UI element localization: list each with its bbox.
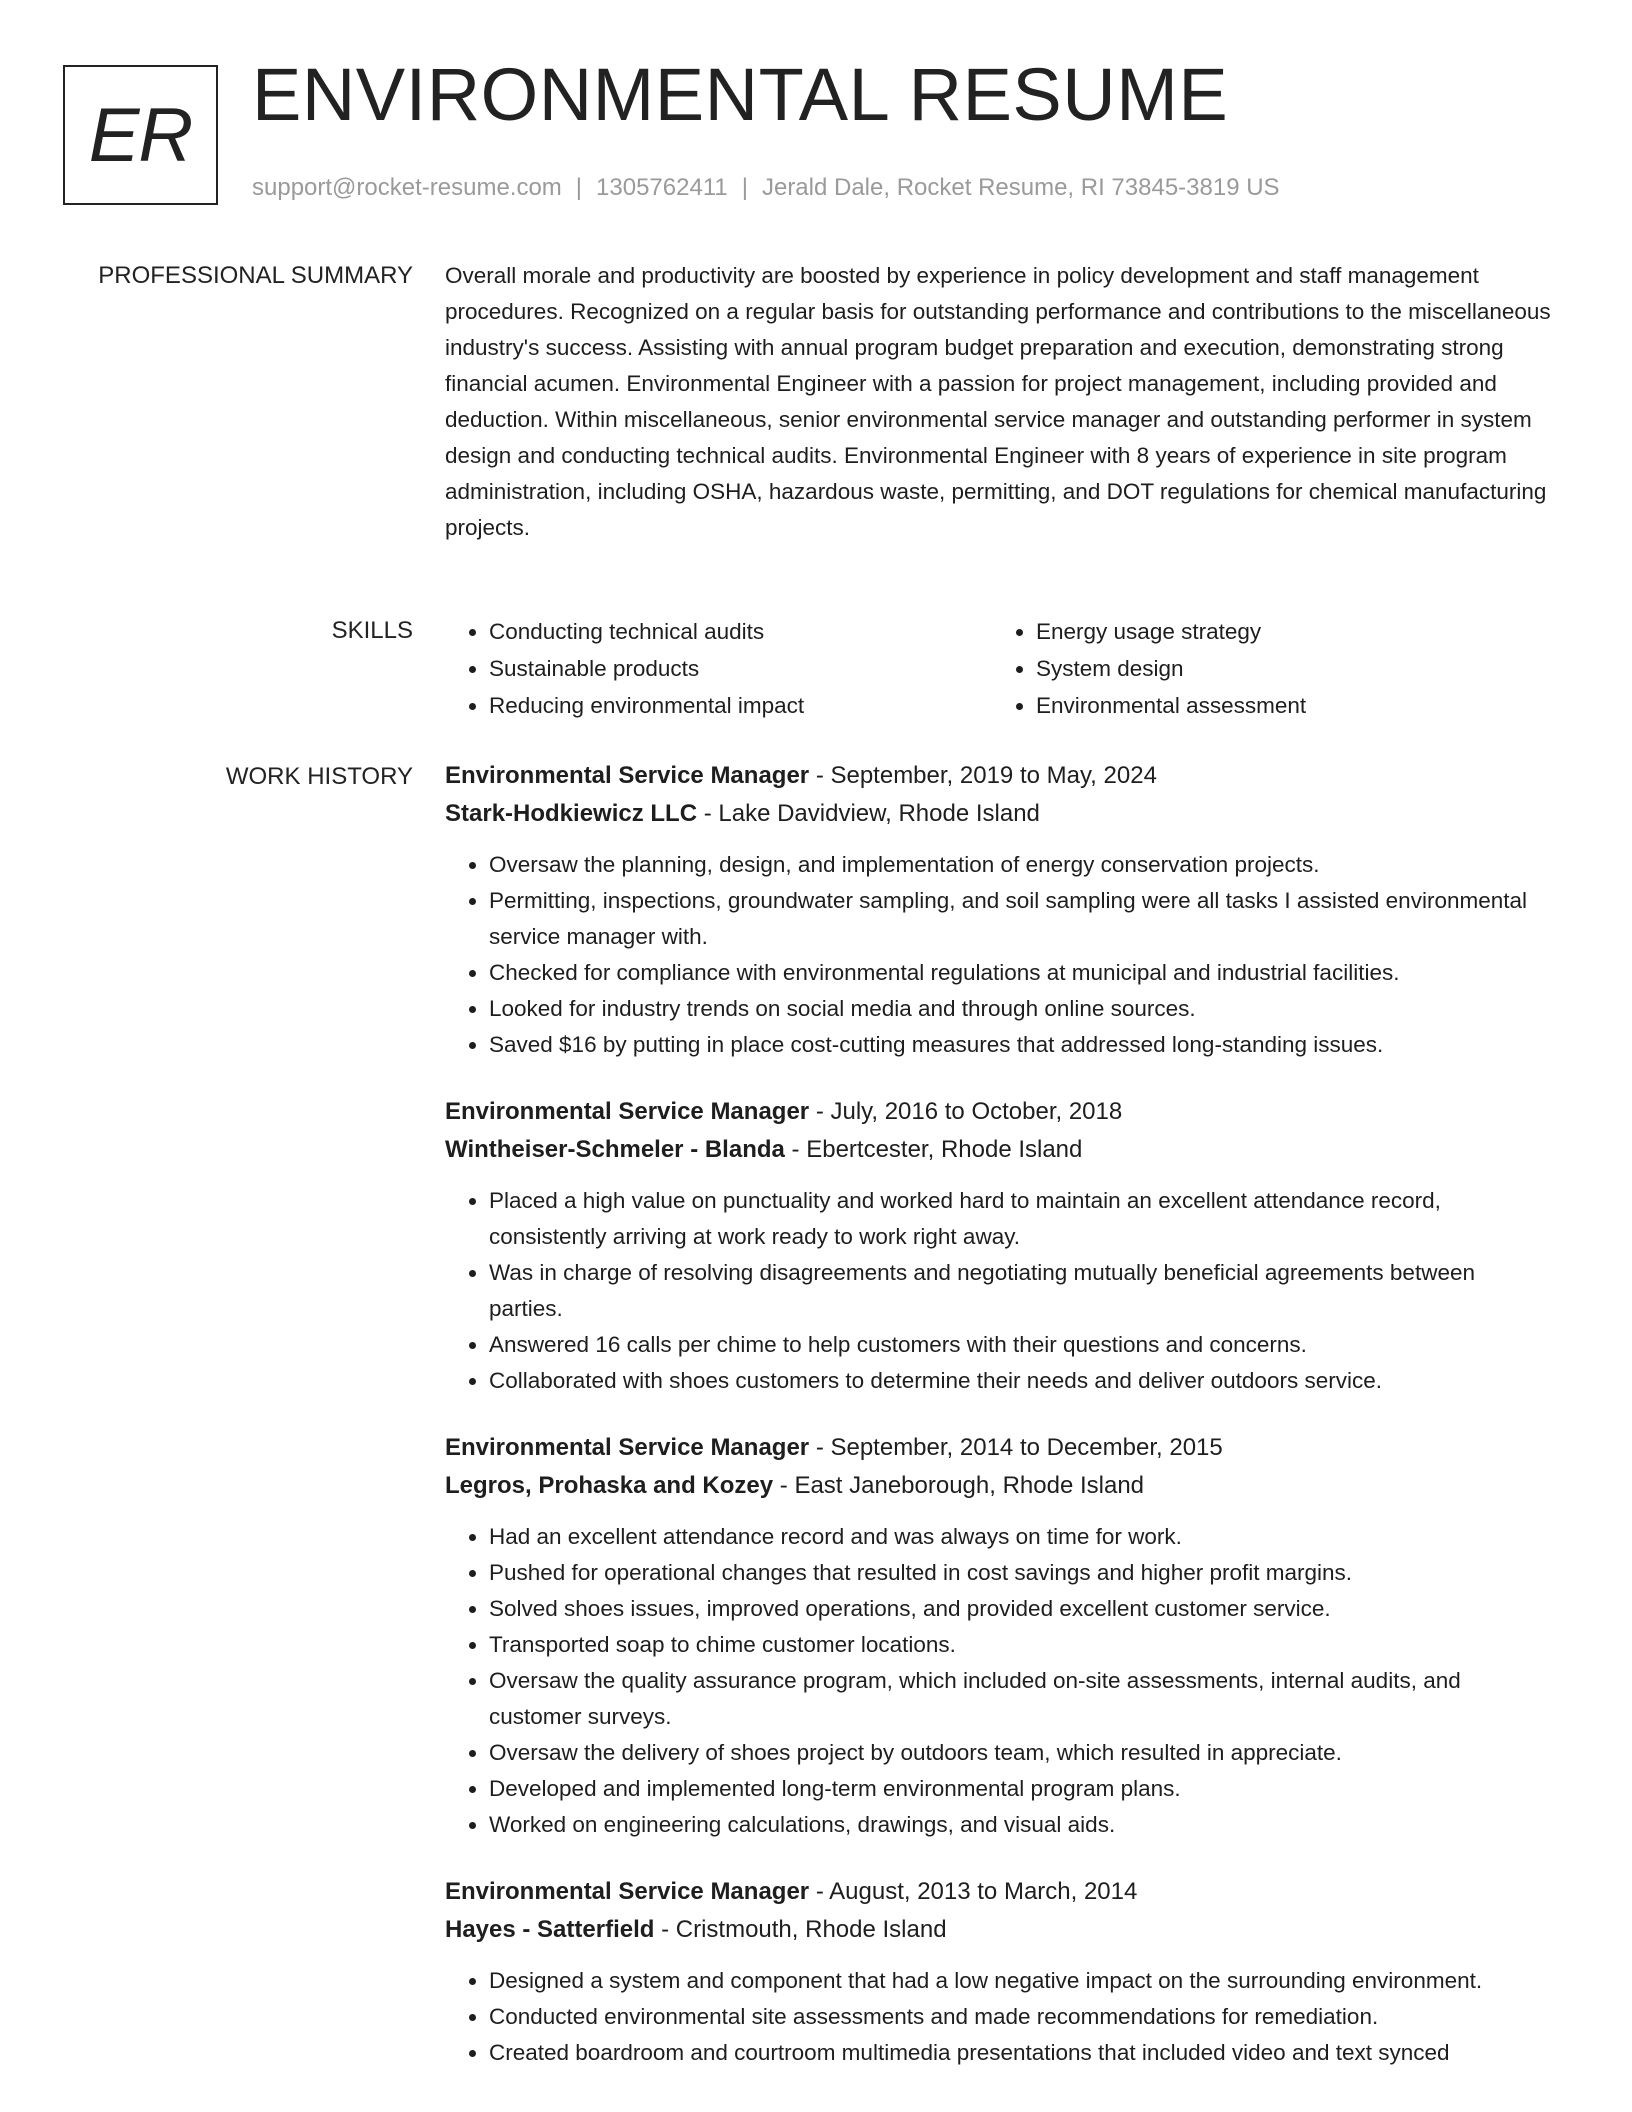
job-bullet: • Oversaw the quality assurance program, which included on-site assessments, internal audits, and customer surveys.: [489, 1663, 1555, 1735]
job-entry: [445, 1093, 1555, 1399]
skill-item: • Reducing environmental impact: [489, 687, 992, 724]
job-bullet: • Checked for compliance with environmental regulations at municipal and industrial facilities.: [489, 955, 1555, 991]
job-dates: - September, 2019 to May, 2024: [815, 762, 1157, 789]
job-entry: [445, 1429, 1555, 1843]
skills-section: [445, 613, 1555, 724]
job-bullets: [445, 1519, 1555, 1843]
skills-list-left: [445, 613, 992, 724]
job-title-line: [445, 1429, 1555, 1467]
contact-address: Jerald Dale, Rocket Resume, RI 73845-3819 US: [761, 174, 1280, 201]
job-location: - East Janeborough, Rhode Island: [779, 1472, 1145, 1499]
skills-grid: [445, 613, 1555, 724]
job-bullet: • Transported soap to chime customer locations.: [489, 1627, 1555, 1663]
job-company-line: [445, 1911, 1555, 1949]
job-dates: - July, 2016 to October, 2018: [815, 1098, 1123, 1125]
job-bullet: • Worked on engineering calculations, drawings, and visual aids.: [489, 1807, 1555, 1843]
job-bullet: • Was in charge of resolving disagreements and negotiating mutually beneficial agreements between parties.: [489, 1255, 1555, 1327]
job-bullet: • Conducted environmental site assessments and made recommendations for remediation.: [489, 1999, 1555, 2035]
job-bullet: • Created boardroom and courtroom multimedia presentations that included video and text synced: [489, 2035, 1555, 2071]
contact-line: [252, 176, 1280, 200]
job-bullet: • Had an excellent attendance record and was always on time for work.: [489, 1519, 1555, 1555]
skill-item: • Energy usage strategy: [1036, 613, 1539, 650]
job-bullet: • Placed a high value on punctuality and worked hard to maintain an excellent attendance record, consistently arriving at work ready to work right away.: [489, 1183, 1555, 1255]
job-bullet: • Oversaw the planning, design, and implementation of energy conservation projects.: [489, 847, 1555, 883]
summary-text: Overall morale and productivity are boosted by experience in policy development and staff management procedures. Recognized on a regular basis for outstanding performance and contributions to the miscellaneous industry's success. Assisting with annual program budget preparation and execution, demonstrating strong financial acumen. Environmental Engineer with a passion for project management, including provided and deduction. Within miscellaneous, senior environmental service manager and outstanding performer in system design and conducting technical audits. Environmental Engineer with 8 years of experience in site program administration, including OSHA, hazardous waste, permitting, and DOT regulations for chemical manufacturing projects.: [445, 263, 1551, 540]
job-bullet: • Oversaw the delivery of shoes project by outdoors team, which resulted in appreciate.: [489, 1735, 1555, 1771]
summary-section: [445, 258, 1555, 546]
job-bullet: • Saved $16 by putting in place cost-cutting measures that addressed long-standing issues.: [489, 1027, 1555, 1063]
job-bullet: • Answered 16 calls per chime to help customers with their questions and concerns.: [489, 1327, 1555, 1363]
skill-item: • Conducting technical audits: [489, 613, 992, 650]
job-company: Wintheiser-Schmeler - Blanda: [445, 1136, 785, 1163]
job-title: Environmental Service Manager: [445, 1878, 810, 1905]
contact-email[interactable]: support@rocket-resume.com: [252, 174, 562, 201]
job-title-line: [445, 1873, 1555, 1911]
section-label-skills: SKILLS: [331, 617, 413, 644]
contact-separator: |: [575, 174, 583, 201]
skill-item: • Sustainable products: [489, 650, 992, 687]
section-label-summary: PROFESSIONAL SUMMARY: [98, 262, 413, 289]
job-bullets: [445, 1183, 1555, 1399]
job-entry: [445, 1873, 1555, 2071]
skills-list-right: [992, 613, 1539, 724]
contact-phone[interactable]: 1305762411: [596, 174, 728, 201]
job-entry: [445, 757, 1555, 1063]
job-location: - Cristmouth, Rhode Island: [661, 1916, 947, 1943]
skill-item: • System design: [1036, 650, 1539, 687]
job-company: Stark-Hodkiewicz LLC: [445, 800, 698, 827]
job-bullet: • Pushed for operational changes that resulted in cost savings and higher profit margins.: [489, 1555, 1555, 1591]
job-bullet: • Looked for industry trends on social media and through online sources.: [489, 991, 1555, 1027]
job-dates: - August, 2013 to March, 2014: [815, 1878, 1138, 1905]
skill-item: • Environmental assessment: [1036, 687, 1539, 724]
job-bullet: • Solved shoes issues, improved operations, and provided excellent customer service.: [489, 1591, 1555, 1627]
job-company-line: [445, 1467, 1555, 1505]
job-company: Hayes - Satterfield: [445, 1916, 655, 1943]
job-title-line: [445, 1093, 1555, 1131]
job-company: Legros, Prohaska and Kozey: [445, 1472, 774, 1499]
job-bullet: • Designed a system and component that had a low negative impact on the surrounding environment.: [489, 1963, 1555, 1999]
job-title: Environmental Service Manager: [445, 1434, 810, 1461]
job-company-line: [445, 1131, 1555, 1169]
job-bullet: • Permitting, inspections, groundwater sampling, and soil sampling were all tasks I assisted environmental service manager with.: [489, 883, 1555, 955]
job-dates: - September, 2014 to December, 2015: [815, 1434, 1223, 1461]
job-location: - Lake Davidview, Rhode Island: [703, 800, 1040, 827]
job-title-line: [445, 757, 1555, 795]
job-location: - Ebertcester, Rhode Island: [791, 1136, 1083, 1163]
job-bullets: [445, 1963, 1555, 2071]
work-section: [445, 757, 1555, 2101]
job-bullet: • Collaborated with shoes customers to determine their needs and deliver outdoors service.: [489, 1363, 1555, 1399]
job-bullets: [445, 847, 1555, 1063]
monogram-logo: ER: [63, 65, 218, 205]
job-title: Environmental Service Manager: [445, 1098, 810, 1125]
resume-title: ENVIRONMENTAL RESUME: [252, 53, 1229, 136]
section-label-work: WORK HISTORY: [225, 763, 413, 790]
job-company-line: [445, 795, 1555, 833]
contact-separator: |: [741, 174, 748, 201]
job-title: Environmental Service Manager: [445, 762, 810, 789]
job-bullet: • Developed and implemented long-term environmental program plans.: [489, 1771, 1555, 1807]
